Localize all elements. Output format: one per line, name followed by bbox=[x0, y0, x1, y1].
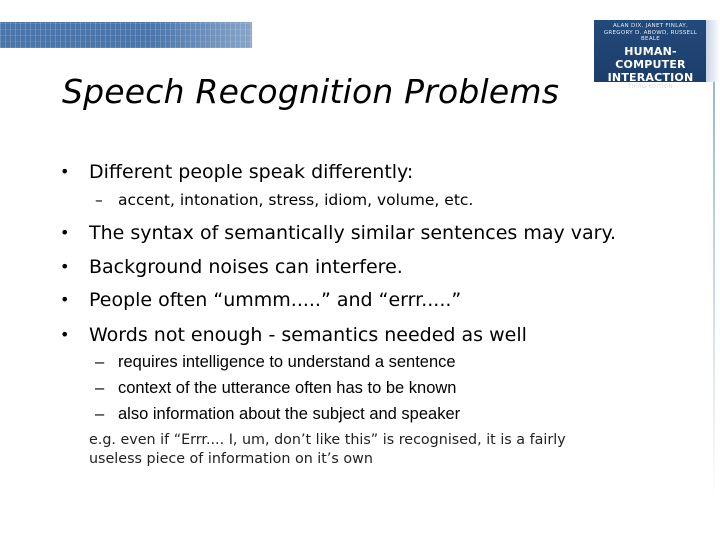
bullet-dot: • bbox=[60, 325, 70, 344]
cover-edition: THIRD EDITION bbox=[628, 83, 673, 90]
cover-authors: ALAN DIX, JANET FINLAY, GREGORY D. ABOWD, RUSSELL BEALE bbox=[603, 23, 698, 42]
bullet-text: Different people speak differently: bbox=[89, 161, 414, 183]
example-note: e.g. even if “Errr.... I, um, don’t like this” is recognised, it is a fairly useless piece of information on it’s own bbox=[89, 432, 566, 467]
sub-dash: – bbox=[95, 353, 105, 371]
slide-title: Speech Recognition Problems bbox=[62, 72, 560, 111]
sub-bullet-text: accent, intonation, stress, idiom, volume, etc. bbox=[118, 191, 474, 209]
bullet-text: People often “ummm.....” and “errr.....” bbox=[89, 289, 462, 311]
cover-title-line2: INTERACTION bbox=[607, 70, 694, 84]
bullet-1 bbox=[60, 160, 700, 184]
bullet-2 bbox=[60, 221, 700, 245]
right-rule bbox=[713, 82, 715, 502]
bullet-dot: • bbox=[60, 290, 70, 309]
sub-bullet-5-3 bbox=[60, 401, 700, 427]
bullet-dot: • bbox=[60, 257, 70, 276]
bullet-text: Background noises can interfere. bbox=[89, 256, 403, 278]
bullet-5 bbox=[60, 323, 700, 347]
cover-title-line1: HUMAN-COMPUTER bbox=[615, 44, 686, 71]
bullet-dot: • bbox=[60, 223, 70, 242]
sub-dash: – bbox=[95, 379, 105, 397]
banner-fade bbox=[150, 22, 252, 48]
sub-dash: – bbox=[95, 405, 105, 423]
book-cover bbox=[594, 20, 707, 90]
slide-content bbox=[60, 160, 700, 469]
bullet-3 bbox=[60, 255, 700, 279]
cover-fade bbox=[706, 20, 720, 82]
bullet-4 bbox=[60, 288, 700, 312]
sub-bullet-text: context of the utterance often has to be known bbox=[118, 379, 457, 397]
sub-bullet-1-1 bbox=[60, 187, 700, 213]
bullet-dot: • bbox=[60, 162, 70, 181]
bullet-text: Words not enough - semantics needed as well bbox=[89, 324, 527, 346]
sub-bullet-text: also information about the subject and speaker bbox=[118, 405, 461, 423]
sub-bullet-5-2 bbox=[60, 375, 700, 401]
sub-dash: – bbox=[95, 191, 103, 209]
sub-bullet-text: requires intelligence to understand a sentence bbox=[118, 353, 456, 371]
bullet-text: The syntax of semantically similar sentences may vary. bbox=[89, 222, 617, 244]
sub-bullet-5-1 bbox=[60, 349, 700, 375]
